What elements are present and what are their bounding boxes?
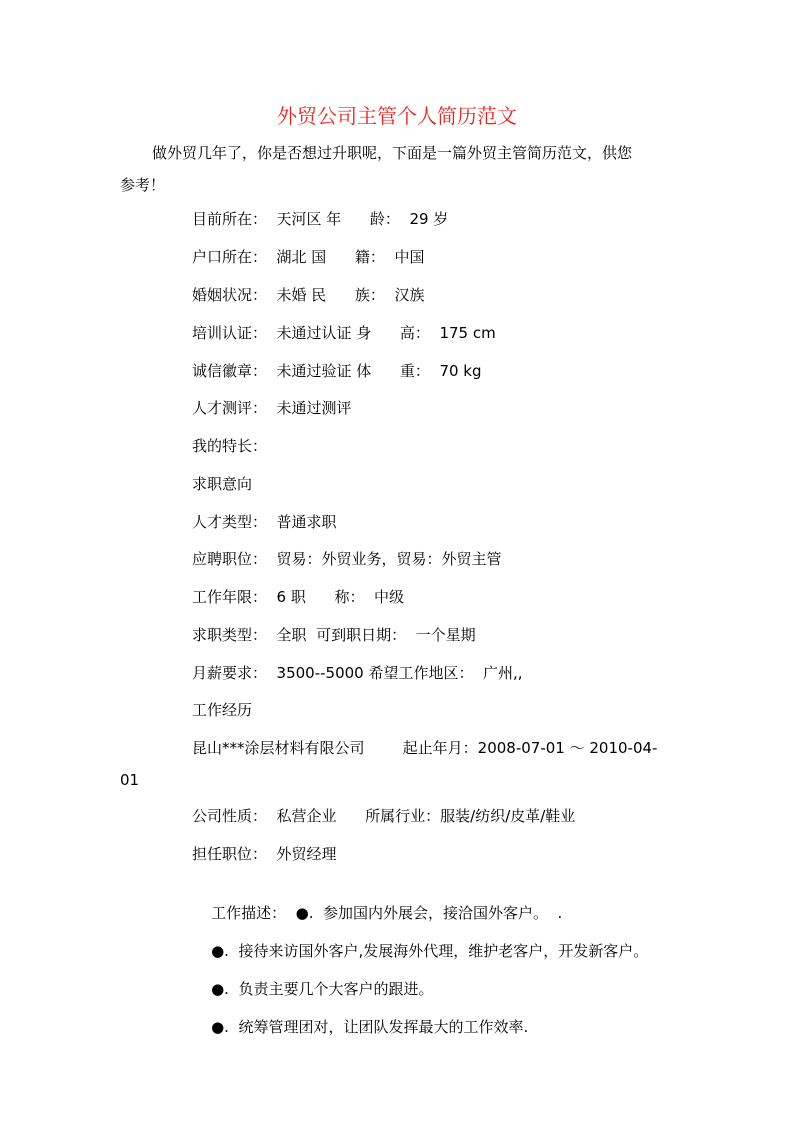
work-description-item: . 统筹管理团对，让团队发挥最大的工作效率.	[224, 1018, 529, 1036]
bullet-icon: ●	[211, 1018, 225, 1036]
field-hukou: 户口所在： 湖北 国 籍： 中国	[192, 248, 425, 266]
field-company-nature: 公司性质： 私营企业 所属行业：服装/纺织/皮革/鞋业	[192, 807, 576, 825]
field-current-location: 目前所在： 天河区 年 龄： 29 岁	[192, 210, 449, 228]
field-salary: 月薪要求： 3500--5000 希望工作地区： 广州,,	[192, 664, 523, 682]
field-marital-status: 婚姻状况： 未婚 民 族： 汉族	[192, 286, 425, 304]
work-description-item: . 负责主要几个大客户的跟进。	[224, 980, 434, 998]
field-specialty: 我的特长：	[192, 437, 268, 455]
field-talent-assessment: 人才测评： 未通过测评	[192, 399, 352, 417]
bullet-icon: ●	[211, 942, 225, 960]
work-description-line4	[192, 994, 528, 1060]
work-description-item: . 接待来访国外客户,发展海外代理，维护老客户，开发新客户。	[224, 942, 649, 960]
field-credit-badge: 诚信徽章： 未通过验证 体 重： 70 kg	[192, 362, 482, 380]
field-position-held: 担任职位： 外贸经理	[192, 845, 337, 863]
bullet-icon: ●	[295, 904, 309, 922]
work-description-item: . 参加国内外展会，接洽国外客户。 .	[308, 904, 563, 922]
field-training-certification: 培训认证： 未通过认证 身 高： 175 cm	[192, 324, 496, 342]
field-work-years: 工作年限： 6 职 称： 中级	[192, 588, 404, 606]
section-heading-experience: 工作经历	[192, 701, 253, 719]
experience-company-line2: 01	[120, 771, 140, 789]
intro-text-line2: 参考！	[120, 176, 166, 194]
field-job-type: 求职类型： 全职 可到职日期： 一个星期	[192, 626, 476, 644]
intro-text-line1: 做外贸几年了，你是否想过升职呢，下面是一篇外贸主管简历范文，供您	[152, 144, 633, 162]
experience-company-line1: 昆山***涂层材料有限公司 起止年月：2008-07-01 ～ 2010-04-	[192, 739, 658, 757]
field-applied-position: 应聘职位： 贸易：外贸业务，贸易：外贸主管	[192, 550, 502, 568]
field-talent-type: 人才类型： 普通求职	[192, 513, 337, 531]
bullet-icon: ●	[211, 980, 225, 998]
work-description-label: 工作描述：	[211, 904, 296, 922]
document-title: 外贸公司主管个人简历范文	[277, 104, 517, 128]
section-heading-job-intent: 求职意向	[192, 475, 253, 493]
